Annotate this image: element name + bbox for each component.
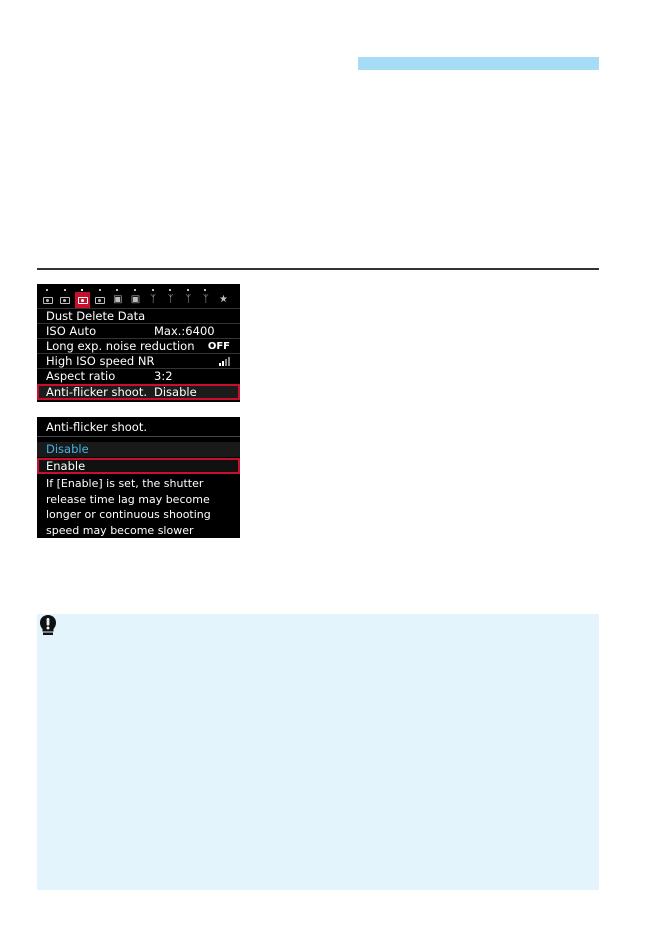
tab-setup-3[interactable] (181, 292, 196, 308)
camera-icon (78, 297, 88, 304)
camera-icon (95, 297, 105, 304)
wrench-icon: ᛉ (150, 294, 157, 305)
tab-playback-1[interactable] (110, 292, 125, 308)
wrench-icon: ᛉ (185, 294, 192, 305)
help-line: speed may become slower (46, 523, 194, 537)
tab-setup-1[interactable] (146, 292, 161, 308)
option-enable[interactable]: Enable (37, 458, 240, 474)
option-disable[interactable]: Disable (37, 442, 240, 457)
tab-my-menu[interactable] (216, 292, 231, 308)
camera-menu-screen (37, 284, 240, 402)
menu-item-aspect-ratio[interactable] (37, 368, 240, 383)
anti-flicker-option-screen (37, 417, 240, 538)
tab-setup-2[interactable] (163, 292, 178, 308)
help-line: If [Enable] is set, the shutter (46, 477, 204, 490)
tab-camera-4[interactable] (93, 292, 108, 308)
star-icon: ★ (218, 294, 228, 305)
menu-item-value: 3:2 (154, 369, 173, 383)
wrench-icon: ᛉ (202, 294, 209, 305)
menu-item-value: OFF (207, 341, 230, 352)
menu-item-label: Anti-flicker shoot. (46, 385, 147, 399)
tab-camera-1[interactable] (40, 292, 55, 308)
menu-item-value: Disable (154, 385, 197, 399)
menu-item-dust-delete-data[interactable] (37, 308, 240, 323)
menu-tab-bar (37, 284, 240, 308)
menu-item-label: High ISO speed NR (46, 354, 155, 368)
caution-icon (38, 614, 58, 636)
menu-item-high-iso-speed-nr[interactable] (37, 353, 240, 368)
option-screen-title: Anti-flicker shoot. (37, 417, 240, 437)
menu-item-label: Long exp. noise reduction (46, 339, 195, 353)
caution-box (37, 614, 599, 890)
playback-icon: ▣ (113, 294, 123, 305)
help-line: longer or continuous shooting (46, 508, 211, 521)
camera-icon (43, 297, 53, 304)
signal-level-icon (219, 357, 230, 366)
section-divider (37, 268, 599, 270)
wrench-icon: ᛉ (167, 294, 174, 305)
section-header-bar (358, 57, 599, 70)
playback-icon: ▣ (130, 294, 141, 305)
tab-playback-2[interactable] (128, 292, 143, 308)
menu-item-label: Dust Delete Data (46, 309, 146, 323)
menu-item-label: ISO Auto (46, 324, 97, 338)
menu-item-value: Max.:6400 (154, 324, 215, 338)
menu-item-label: Aspect ratio (46, 369, 116, 383)
tab-camera-3[interactable] (75, 292, 90, 308)
menu-item-anti-flicker-shoot[interactable] (37, 384, 240, 400)
tab-setup-4[interactable] (198, 292, 213, 308)
help-line: release time lag may become (46, 492, 210, 506)
menu-item-iso-auto[interactable] (37, 323, 240, 338)
option-help-text (46, 476, 236, 538)
camera-icon (60, 297, 70, 304)
menu-item-long-exp-noise-reduction[interactable] (37, 338, 240, 353)
tab-camera-2[interactable] (58, 292, 73, 308)
